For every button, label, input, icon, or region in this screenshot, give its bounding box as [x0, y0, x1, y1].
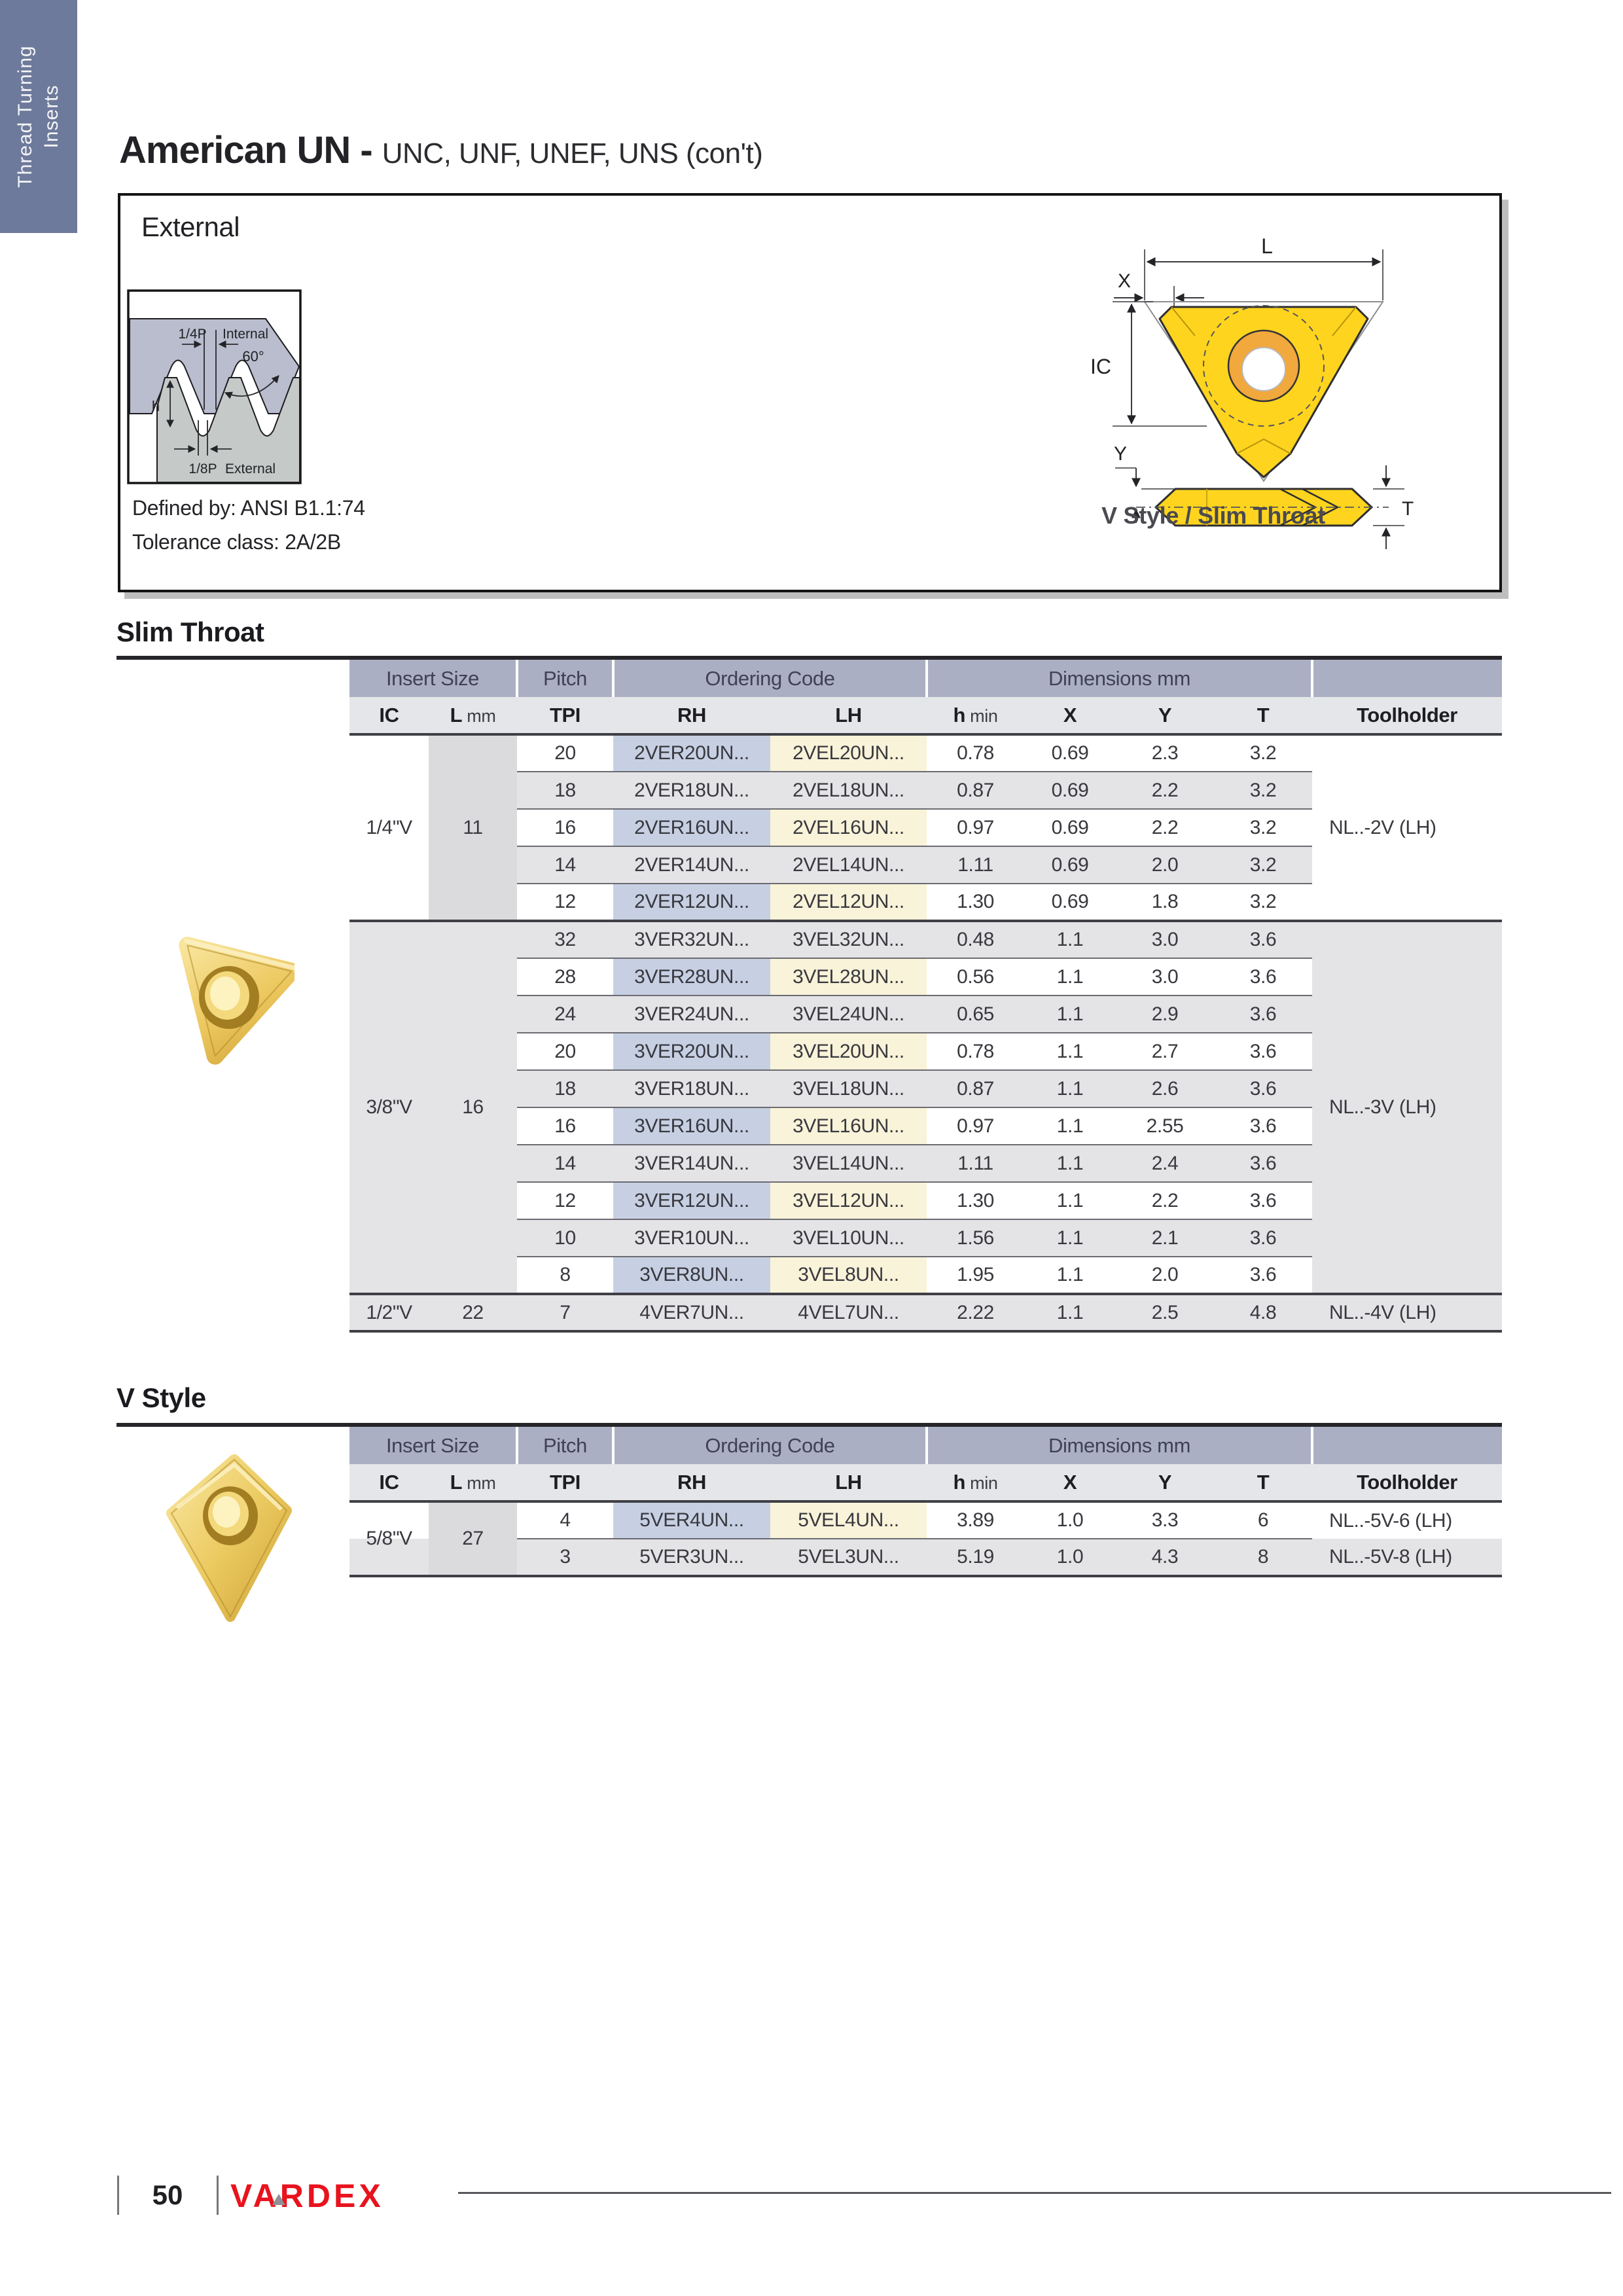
tolerance-line: Tolerance class: 2A/2B: [132, 529, 341, 554]
cell-t: 3.6: [1214, 1107, 1312, 1145]
cell-t: 3.6: [1214, 996, 1312, 1033]
cell-insert-size-ic: 1/2"V: [349, 1294, 429, 1331]
cell-t: 3.2: [1214, 809, 1312, 846]
group-header-cell: [1312, 660, 1502, 697]
cell-t: 3.2: [1214, 846, 1312, 884]
insert-hole-center: [1242, 348, 1285, 391]
cell-t: 3.6: [1214, 1219, 1312, 1257]
group-header-cell: [1312, 1427, 1502, 1464]
cell-toolholder: NL..-4V (LH): [1312, 1294, 1502, 1331]
column-header: h min: [927, 1464, 1024, 1501]
cell-t: 3.6: [1214, 1033, 1312, 1070]
cell-t: 3.6: [1214, 1257, 1312, 1294]
cell-lh: 2VEL14UN...: [770, 846, 927, 884]
group-header-cell: Ordering Code: [613, 1427, 927, 1464]
cell-toolholder: NL..-3V (LH): [1312, 921, 1502, 1294]
cell-t: 3.2: [1214, 734, 1312, 772]
standard-definition: [132, 492, 365, 560]
cell-tpi: 28: [517, 958, 613, 996]
cell-lh: 3VEL16UN...: [770, 1107, 927, 1145]
cell-y: 2.6: [1116, 1070, 1214, 1107]
cell-t: 3.6: [1214, 1145, 1312, 1182]
sidebar-tab-thread-turning-inserts: [0, 0, 77, 233]
cell-tpi: 4: [517, 1501, 613, 1539]
cell-insert-size-l: 16: [429, 921, 517, 1294]
v-style-insert-photo: [157, 1453, 297, 1624]
brand-logo-triangle-icon: [272, 2194, 285, 2205]
sidebar-tab-line1: Thread Turning: [14, 45, 36, 188]
cell-tpi: 14: [517, 1145, 613, 1182]
group-header-cell: Pitch: [517, 1427, 613, 1464]
cell-tpi: 12: [517, 884, 613, 921]
column-header: X: [1024, 1464, 1116, 1501]
cell-x: 0.69: [1024, 772, 1116, 809]
cell-rh: 3VER18UN...: [613, 1070, 770, 1107]
t-label: T: [1402, 498, 1414, 520]
cell-t: 3.6: [1214, 958, 1312, 996]
y-label: Y: [1113, 443, 1128, 465]
cell-y: 2.1: [1116, 1219, 1214, 1257]
thread-profile-diagram: [127, 289, 302, 484]
column-header: Toolholder: [1312, 1464, 1502, 1501]
cell-t: 3.6: [1214, 921, 1312, 958]
cell-x: 1.1: [1024, 958, 1116, 996]
cell-y: 3.3: [1116, 1501, 1214, 1539]
group-header-cell: Dimensions mm: [927, 1427, 1312, 1464]
cell-x: 1.1: [1024, 921, 1116, 958]
cell-y: 2.4: [1116, 1145, 1214, 1182]
cell-h-min: 0.87: [927, 772, 1024, 809]
cell-rh: 3VER14UN...: [613, 1145, 770, 1182]
footer-divider-right: [217, 2176, 219, 2215]
cell-h-min: 1.95: [927, 1257, 1024, 1294]
v-style-table: [349, 1427, 1502, 1577]
cell-rh: 2VER20UN...: [613, 734, 770, 772]
cell-h-min: 1.11: [927, 1145, 1024, 1182]
cell-rh: 2VER14UN...: [613, 846, 770, 884]
brand-logo: [230, 2177, 384, 2215]
cell-insert-size-ic: 5/8"V: [349, 1501, 429, 1576]
cell-rh: 3VER32UN...: [613, 921, 770, 958]
angle-label: 60°: [242, 348, 264, 365]
external-label: External: [141, 211, 240, 242]
cell-h-min: 0.56: [927, 958, 1024, 996]
cell-lh: 2VEL16UN...: [770, 809, 927, 846]
table-sub-header-row: [349, 697, 1502, 734]
column-header: T: [1214, 697, 1312, 734]
cell-h-min: 1.11: [927, 846, 1024, 884]
group-header-cell: Dimensions mm: [927, 660, 1312, 697]
column-header: IC: [349, 1464, 429, 1501]
v-style-heading: V Style: [116, 1382, 206, 1413]
page-title-sub: UNC, UNF, UNEF, UNS (con't): [382, 137, 763, 170]
group-header-cell: Pitch: [517, 660, 613, 697]
cell-rh: 3VER28UN...: [613, 958, 770, 996]
cell-h-min: 0.78: [927, 734, 1024, 772]
column-header: Y: [1116, 697, 1214, 734]
column-header: IC: [349, 697, 429, 734]
insert-diagram-caption: V Style / Slim Throat: [1101, 502, 1325, 529]
cell-tpi: 18: [517, 772, 613, 809]
cell-x: 1.1: [1024, 1145, 1116, 1182]
cell-h-min: 2.22: [927, 1294, 1024, 1331]
slim-throat-table: [349, 660, 1502, 1333]
cell-x: 1.0: [1024, 1501, 1116, 1539]
cell-h-min: 1.30: [927, 1182, 1024, 1219]
table-row: [349, 1539, 1502, 1576]
cell-lh: 3VEL20UN...: [770, 1033, 927, 1070]
column-header: TPI: [517, 1464, 613, 1501]
slim-throat-insert-photo: [161, 936, 294, 1079]
cell-rh: 2VER16UN...: [613, 809, 770, 846]
cell-tpi: 10: [517, 1219, 613, 1257]
sidebar-tab-line2: Inserts: [41, 84, 62, 149]
cell-lh: 3VEL12UN...: [770, 1182, 927, 1219]
cell-lh: 3VEL24UN...: [770, 996, 927, 1033]
cell-toolholder: NL..-2V (LH): [1312, 734, 1502, 921]
cell-lh: 3VEL14UN...: [770, 1145, 927, 1182]
cell-h-min: 5.19: [927, 1539, 1024, 1576]
cell-lh: 3VEL32UN...: [770, 921, 927, 958]
cell-y: 2.9: [1116, 996, 1214, 1033]
cell-y: 2.2: [1116, 1182, 1214, 1219]
brand-logo-text: VARDEX: [230, 2178, 384, 2214]
group-header-cell: Insert Size: [349, 1427, 517, 1464]
ic-label: IC: [1090, 355, 1111, 378]
cell-rh: 3VER16UN...: [613, 1107, 770, 1145]
footer-divider-left: [117, 2176, 119, 2215]
group-header-cell: Ordering Code: [613, 660, 927, 697]
cell-lh: 5VEL3UN...: [770, 1539, 927, 1576]
cell-rh: 3VER24UN...: [613, 996, 770, 1033]
table-row: [349, 921, 1502, 958]
cell-t: 8: [1214, 1539, 1312, 1576]
cell-t: 6: [1214, 1501, 1312, 1539]
column-header: RH: [613, 1464, 770, 1501]
cell-h-min: 0.78: [927, 1033, 1024, 1070]
cell-tpi: 7: [517, 1294, 613, 1331]
table-sub-header-row: [349, 1464, 1502, 1501]
cell-rh: 2VER18UN...: [613, 772, 770, 809]
cell-y: 2.5: [1116, 1294, 1214, 1331]
cell-t: 3.6: [1214, 1182, 1312, 1219]
cell-rh: 3VER10UN...: [613, 1219, 770, 1257]
cell-tpi: 14: [517, 846, 613, 884]
cell-rh: 3VER20UN...: [613, 1033, 770, 1070]
cell-tpi: 20: [517, 1033, 613, 1070]
cell-tpi: 24: [517, 996, 613, 1033]
column-header: X: [1024, 697, 1116, 734]
cell-lh: 3VEL10UN...: [770, 1219, 927, 1257]
cell-lh: 3VEL8UN...: [770, 1257, 927, 1294]
cell-toolholder: NL..-5V-6 (LH): [1312, 1501, 1502, 1539]
cell-x: 1.1: [1024, 1294, 1116, 1331]
column-header: LH: [770, 697, 927, 734]
cell-x: 1.1: [1024, 1107, 1116, 1145]
cell-lh: 2VEL18UN...: [770, 772, 927, 809]
cell-insert-size-l: 22: [429, 1294, 517, 1331]
cell-lh: 5VEL4UN...: [770, 1501, 927, 1539]
cell-tpi: 8: [517, 1257, 613, 1294]
column-header: RH: [613, 697, 770, 734]
cell-tpi: 12: [517, 1182, 613, 1219]
cell-lh: 3VEL18UN...: [770, 1070, 927, 1107]
cell-rh: 4VER7UN...: [613, 1294, 770, 1331]
cell-y: 3.0: [1116, 958, 1214, 996]
column-header: Toolholder: [1312, 697, 1502, 734]
cell-h-min: 1.56: [927, 1219, 1024, 1257]
cell-t: 3.2: [1214, 772, 1312, 809]
cell-x: 1.1: [1024, 996, 1116, 1033]
sidebar-tab-text: [0, 0, 77, 233]
cell-lh: 4VEL7UN...: [770, 1294, 927, 1331]
cell-x: 0.69: [1024, 734, 1116, 772]
cell-h-min: 0.97: [927, 809, 1024, 846]
slim-throat-table-container: [349, 660, 1502, 1333]
cell-x: 1.1: [1024, 1182, 1116, 1219]
x-label: X: [1117, 270, 1132, 292]
cell-t: 3.6: [1214, 1070, 1312, 1107]
l-label: L: [1261, 234, 1273, 258]
cell-x: 0.69: [1024, 846, 1116, 884]
footer-page-number: 50: [152, 2179, 183, 2210]
cell-rh: 5VER4UN...: [613, 1501, 770, 1539]
page-title: [119, 128, 762, 172]
cell-insert-size-ic: 3/8"V: [349, 921, 429, 1294]
table-group-header-row: [349, 660, 1502, 697]
table-group-header-row: [349, 1427, 1502, 1464]
defined-by-line: Defined by: ANSI B1.1:74: [132, 496, 365, 520]
cell-tpi: 18: [517, 1070, 613, 1107]
cell-y: 3.0: [1116, 921, 1214, 958]
cell-h-min: 0.97: [927, 1107, 1024, 1145]
column-header: T: [1214, 1464, 1312, 1501]
column-header: h min: [927, 697, 1024, 734]
cell-insert-size-ic: 1/4"V: [349, 734, 429, 921]
cell-y: 2.2: [1116, 772, 1214, 809]
quarter-p-label: 1/4P: [178, 327, 207, 342]
insert-photo-hole-center: [213, 1496, 240, 1528]
cell-lh: 3VEL28UN...: [770, 958, 927, 996]
cell-y: 2.0: [1116, 1257, 1214, 1294]
cell-x: 1.1: [1024, 1070, 1116, 1107]
cell-h-min: 3.89: [927, 1501, 1024, 1539]
external-thread-label: External: [225, 461, 276, 476]
cell-y: 2.7: [1116, 1033, 1214, 1070]
cell-tpi: 16: [517, 1107, 613, 1145]
cell-h-min: 0.48: [927, 921, 1024, 958]
table-row: [349, 1501, 1502, 1539]
cell-t: 3.2: [1214, 884, 1312, 921]
cell-x: 1.0: [1024, 1539, 1116, 1576]
cell-insert-size-l: 11: [429, 734, 517, 921]
cell-insert-size-l: 27: [429, 1501, 517, 1576]
cell-tpi: 20: [517, 734, 613, 772]
cell-h-min: 0.65: [927, 996, 1024, 1033]
cell-rh: 2VER12UN...: [613, 884, 770, 921]
cell-y: 2.3: [1116, 734, 1214, 772]
v-style-table-container: [349, 1427, 1502, 1577]
cell-lh: 2VEL12UN...: [770, 884, 927, 921]
h-label: h: [151, 398, 160, 414]
column-header: TPI: [517, 697, 613, 734]
table-row: [349, 734, 1502, 772]
cell-tpi: 3: [517, 1539, 613, 1576]
cell-toolholder: NL..-5V-8 (LH): [1312, 1539, 1502, 1576]
page-title-main: American UN -: [119, 129, 382, 171]
cell-x: 0.69: [1024, 809, 1116, 846]
cell-tpi: 16: [517, 809, 613, 846]
cell-y: 2.2: [1116, 809, 1214, 846]
eighth-p-label: 1/8P: [188, 461, 217, 476]
cell-rh: 3VER8UN...: [613, 1257, 770, 1294]
cell-x: 1.1: [1024, 1033, 1116, 1070]
cell-h-min: 0.87: [927, 1070, 1024, 1107]
cell-rh: 5VER3UN...: [613, 1539, 770, 1576]
slim-throat-heading: Slim Throat: [116, 617, 264, 647]
cell-lh: 2VEL20UN...: [770, 734, 927, 772]
cell-x: 1.1: [1024, 1219, 1116, 1257]
column-header: LH: [770, 1464, 927, 1501]
cell-rh: 3VER12UN...: [613, 1182, 770, 1219]
cell-y: 2.0: [1116, 846, 1214, 884]
cell-x: 1.1: [1024, 1257, 1116, 1294]
column-header: L mm: [429, 1464, 517, 1501]
group-header-cell: Insert Size: [349, 660, 517, 697]
cell-y: 2.55: [1116, 1107, 1214, 1145]
column-header: L mm: [429, 697, 517, 734]
cell-y: 4.3: [1116, 1539, 1214, 1576]
internal-label: Internal: [223, 327, 269, 342]
cell-x: 0.69: [1024, 884, 1116, 921]
column-header: Y: [1116, 1464, 1214, 1501]
cell-y: 1.8: [1116, 884, 1214, 921]
footer-rule: [458, 2192, 1611, 2194]
cell-h-min: 1.30: [927, 884, 1024, 921]
external-section-box: [118, 193, 1502, 592]
cell-tpi: 32: [517, 921, 613, 958]
cell-t: 4.8: [1214, 1294, 1312, 1331]
insert-photo-hole-center: [210, 977, 240, 1011]
table-row: [349, 1294, 1502, 1331]
